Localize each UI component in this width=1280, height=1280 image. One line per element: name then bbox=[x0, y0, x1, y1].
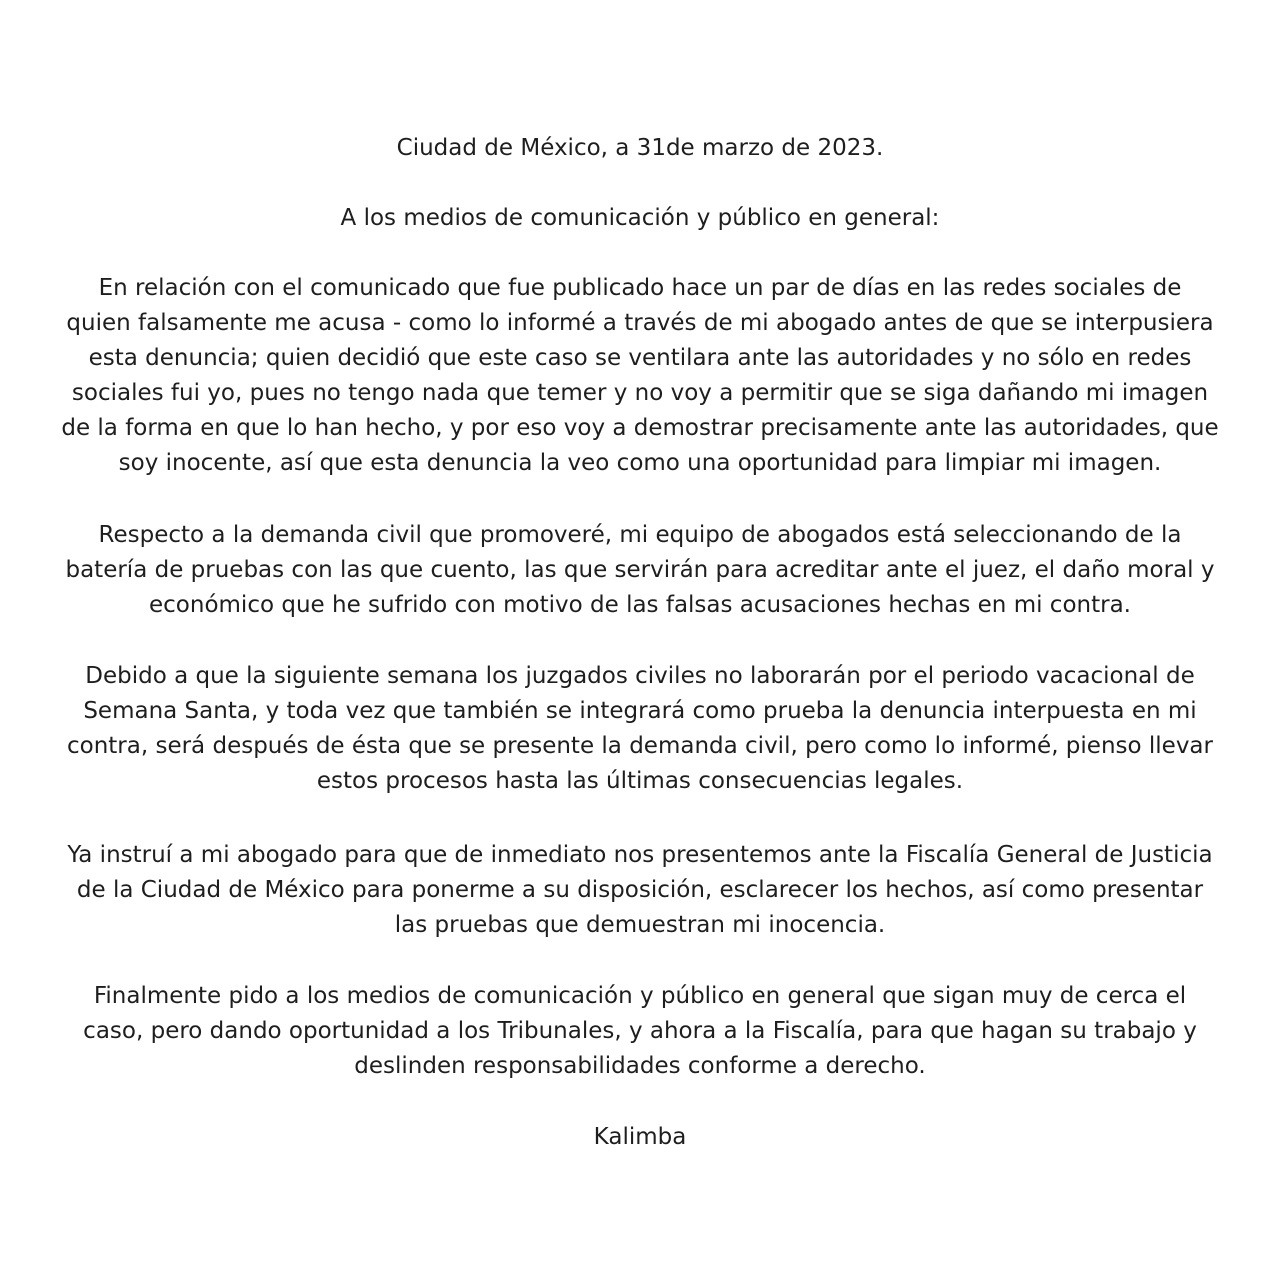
paragraph-line: Debido a que la siguiente semana los juzgados civiles no laborarán por el periodo vacacional de bbox=[85, 663, 1195, 689]
paragraph-line: sociales fui yo, pues no tengo nada que temer y no voy a permitir que se siga dañando mi imagen bbox=[71, 380, 1209, 406]
paragraph-complaint-response bbox=[20, 271, 1260, 481]
paragraph-civil-lawsuit bbox=[20, 518, 1260, 623]
paragraph-line: Semana Santa, y toda vez que también se integrará como prueba la denuncia interpuesta en mi bbox=[83, 698, 1197, 724]
paragraph-line: de la forma en que lo han hecho, y por eso voy a demostrar precisamente ante las autoridades, que bbox=[61, 415, 1219, 441]
paragraph-holy-week bbox=[20, 659, 1260, 799]
letter-date bbox=[20, 131, 1260, 166]
paragraph-closing-request bbox=[20, 979, 1260, 1084]
letter-salutation bbox=[20, 201, 1260, 236]
paragraph-line: Finalmente pido a los medios de comunicación y público en general que sigan muy de cerca el bbox=[93, 983, 1187, 1009]
paragraph-line: las pruebas que demuestran mi inocencia. bbox=[394, 912, 886, 938]
paragraph-line: Respecto a la demanda civil que promoveré, mi equipo de abogados está seleccionando de la bbox=[98, 522, 1182, 548]
paragraph-line: soy inocente, así que esta denuncia la veo como una oportunidad para limpiar mi imagen. bbox=[118, 450, 1162, 476]
paragraph-line: esta denuncia; quien decidió que este caso se ventilara ante las autoridades y no sólo en redes bbox=[88, 345, 1192, 371]
signature-name: Kalimba bbox=[593, 1124, 687, 1150]
paragraph-line: de la Ciudad de México para ponerme a su disposición, esclarecer los hechos, así como presentar bbox=[76, 877, 1204, 903]
paragraph-line: económico que he sufrido con motivo de las falsas acusaciones hechas en mi contra. bbox=[149, 592, 1131, 618]
paragraph-line: contra, será después de ésta que se presente la demanda civil, pero como lo informé, pienso llevar bbox=[66, 733, 1213, 759]
paragraph-line: estos procesos hasta las últimas consecuencias legales. bbox=[316, 768, 964, 794]
paragraph-line: Ya instruí a mi abogado para que de inmediato nos presentemos ante la Fiscalía General de Justicia bbox=[67, 842, 1213, 868]
paragraph-line: En relación con el comunicado que fue publicado hace un par de días en las redes sociales de bbox=[98, 275, 1182, 301]
paragraph-line: caso, pero dando oportunidad a los Tribunales, y ahora a la Fiscalía, para que hagan su trabajo y bbox=[83, 1018, 1197, 1044]
paragraph-line: deslinden responsabilidades conforme a derecho. bbox=[354, 1053, 926, 1079]
paragraph-line: batería de pruebas con las que cuento, las que servirán para acreditar ante el juez, el daño moral y bbox=[65, 557, 1215, 583]
date-line: Ciudad de México, a 31de marzo de 2023. bbox=[396, 135, 884, 161]
salutation-line: A los medios de comunicación y público en general: bbox=[340, 205, 940, 231]
paragraph-prosecutor bbox=[20, 838, 1260, 943]
letter-signature bbox=[20, 1120, 1260, 1155]
paragraph-line: quien falsamente me acusa - como lo informé a través de mi abogado antes de que se interpusiera bbox=[66, 310, 1214, 336]
